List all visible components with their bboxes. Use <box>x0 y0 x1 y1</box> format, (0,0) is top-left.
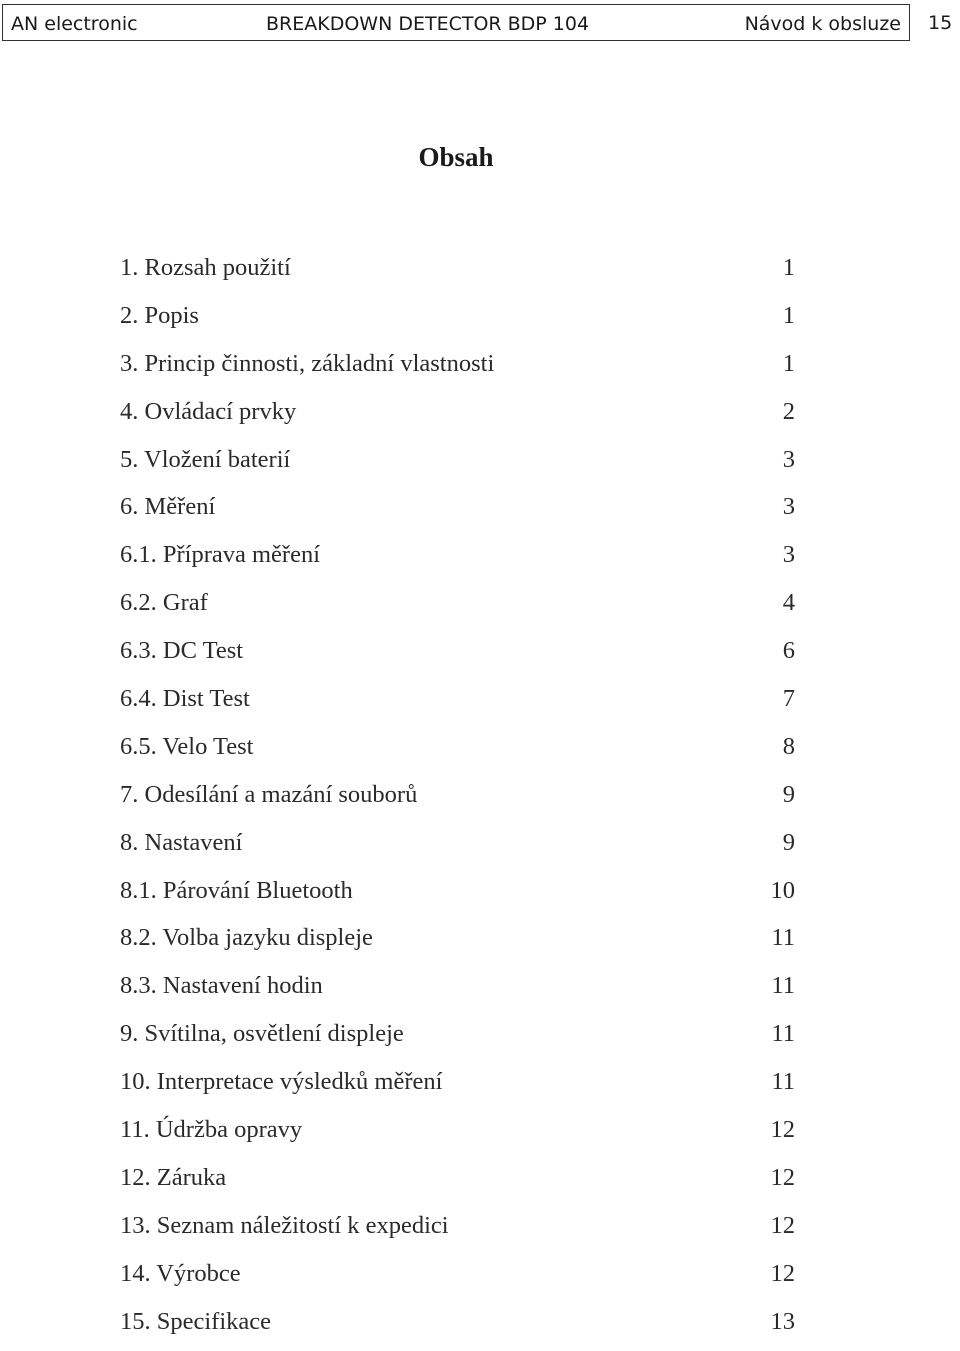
toc-entry-page: 3 <box>782 493 795 521</box>
toc-entry <box>120 1016 795 1064</box>
toc-entry-page: 9 <box>782 828 795 856</box>
toc-entry-label: 1. Rozsah použití <box>120 254 291 281</box>
toc-entry-page: 11 <box>771 1020 795 1048</box>
toc-entry-page: 3 <box>782 445 795 473</box>
toc-entry-label: 4. Ovládací prvky <box>120 397 297 425</box>
toc-entry <box>120 777 795 825</box>
page-number: 15 <box>928 12 953 34</box>
toc-entry-label: 6.1. Příprava měření <box>120 541 321 569</box>
toc-entry-label: 6.3. DC Test <box>120 637 244 665</box>
toc-entry-page: 8 <box>782 732 795 760</box>
toc-entry-label: 12. Záruka <box>120 1163 227 1191</box>
toc-entry-label: 8.2. Volba jazyku displeje <box>120 924 373 952</box>
toc-entry-label: 3. Princip činnosti, základní vlastnosti <box>120 349 495 377</box>
toc-entry <box>120 920 795 968</box>
toc-entry <box>120 585 795 633</box>
toc-entry-page: 3 <box>782 541 795 569</box>
header-company: AN electronic <box>11 13 138 35</box>
toc-entry-label: 7. Odesílání a mazání souborů <box>120 780 418 808</box>
toc-entry <box>120 442 795 490</box>
running-header <box>2 4 910 41</box>
toc-entry-page: 12 <box>770 1163 795 1191</box>
toc-entry-label: 6.5. Velo Test <box>120 732 254 760</box>
toc-entry <box>120 1256 795 1304</box>
toc-entry <box>120 537 795 585</box>
toc-entry-page: 9 <box>782 780 795 808</box>
toc-entry <box>120 968 795 1016</box>
toc-entry-page: 11 <box>771 924 795 952</box>
toc-entry <box>120 1160 795 1208</box>
toc-entry-label: 6.2. Graf <box>120 589 208 617</box>
toc-entry <box>120 1304 795 1351</box>
toc-entry-label: 8.1. Párování Bluetooth <box>120 876 353 904</box>
toc-entry-label: 11. Údržba opravy <box>120 1116 303 1144</box>
toc-entry <box>120 681 795 729</box>
toc-entry-label: 6.4. Dist Test <box>120 685 250 713</box>
table-of-contents <box>120 250 795 1351</box>
toc-entry-label: 8.3. Nastavení hodin <box>120 972 323 1000</box>
toc-title: Obsah <box>418 142 494 172</box>
toc-entry-page: 1 <box>782 349 795 377</box>
toc-entry-page: 4 <box>782 589 795 617</box>
toc-entry-label: 14. Výrobce <box>120 1259 241 1287</box>
toc-entry-page: 11 <box>771 1068 795 1096</box>
toc-entry-label: 10. Interpretace výsledků měření <box>120 1068 443 1096</box>
toc-entry <box>120 633 795 681</box>
toc-entry-label: 5. Vložení baterií <box>120 445 291 473</box>
header-manual-label: Návod k obsluze <box>744 13 901 35</box>
toc-entry <box>120 489 795 537</box>
toc-entry-page: 6 <box>782 637 795 665</box>
toc-entry <box>120 1208 795 1256</box>
toc-entry-label: 15. Specifikace <box>120 1307 272 1335</box>
toc-entry <box>120 825 795 873</box>
toc-entry <box>120 1112 795 1160</box>
toc-entry <box>120 394 795 442</box>
toc-entry-page: 7 <box>782 685 795 713</box>
toc-entry <box>120 250 795 298</box>
header-product-title: BREAKDOWN DETECTOR BDP 104 <box>266 13 590 35</box>
toc-entry-label: 2. Popis <box>120 301 199 329</box>
toc-entry-page: 12 <box>770 1211 795 1239</box>
toc-entry-page: 1 <box>782 254 795 281</box>
toc-entry-label: 6. Měření <box>120 493 216 521</box>
toc-entry <box>120 729 795 777</box>
toc-entry-label: 9. Svítilna, osvětlení displeje <box>120 1020 404 1048</box>
toc-entry-page: 13 <box>770 1307 795 1335</box>
toc-entry-label: 8. Nastavení <box>120 828 243 856</box>
toc-entry-page: 1 <box>782 301 795 329</box>
toc-entry-page: 11 <box>771 972 795 1000</box>
toc-entry-page: 2 <box>782 397 795 425</box>
toc-entry-page: 12 <box>770 1116 795 1144</box>
toc-entry-label: 13. Seznam náležitostí k expedici <box>120 1211 449 1239</box>
toc-entry <box>120 346 795 394</box>
toc-entry <box>120 873 795 921</box>
toc-entry <box>120 298 795 346</box>
toc-entry-page: 12 <box>770 1259 795 1287</box>
toc-entry <box>120 1064 795 1112</box>
toc-entry-page: 10 <box>770 876 795 904</box>
